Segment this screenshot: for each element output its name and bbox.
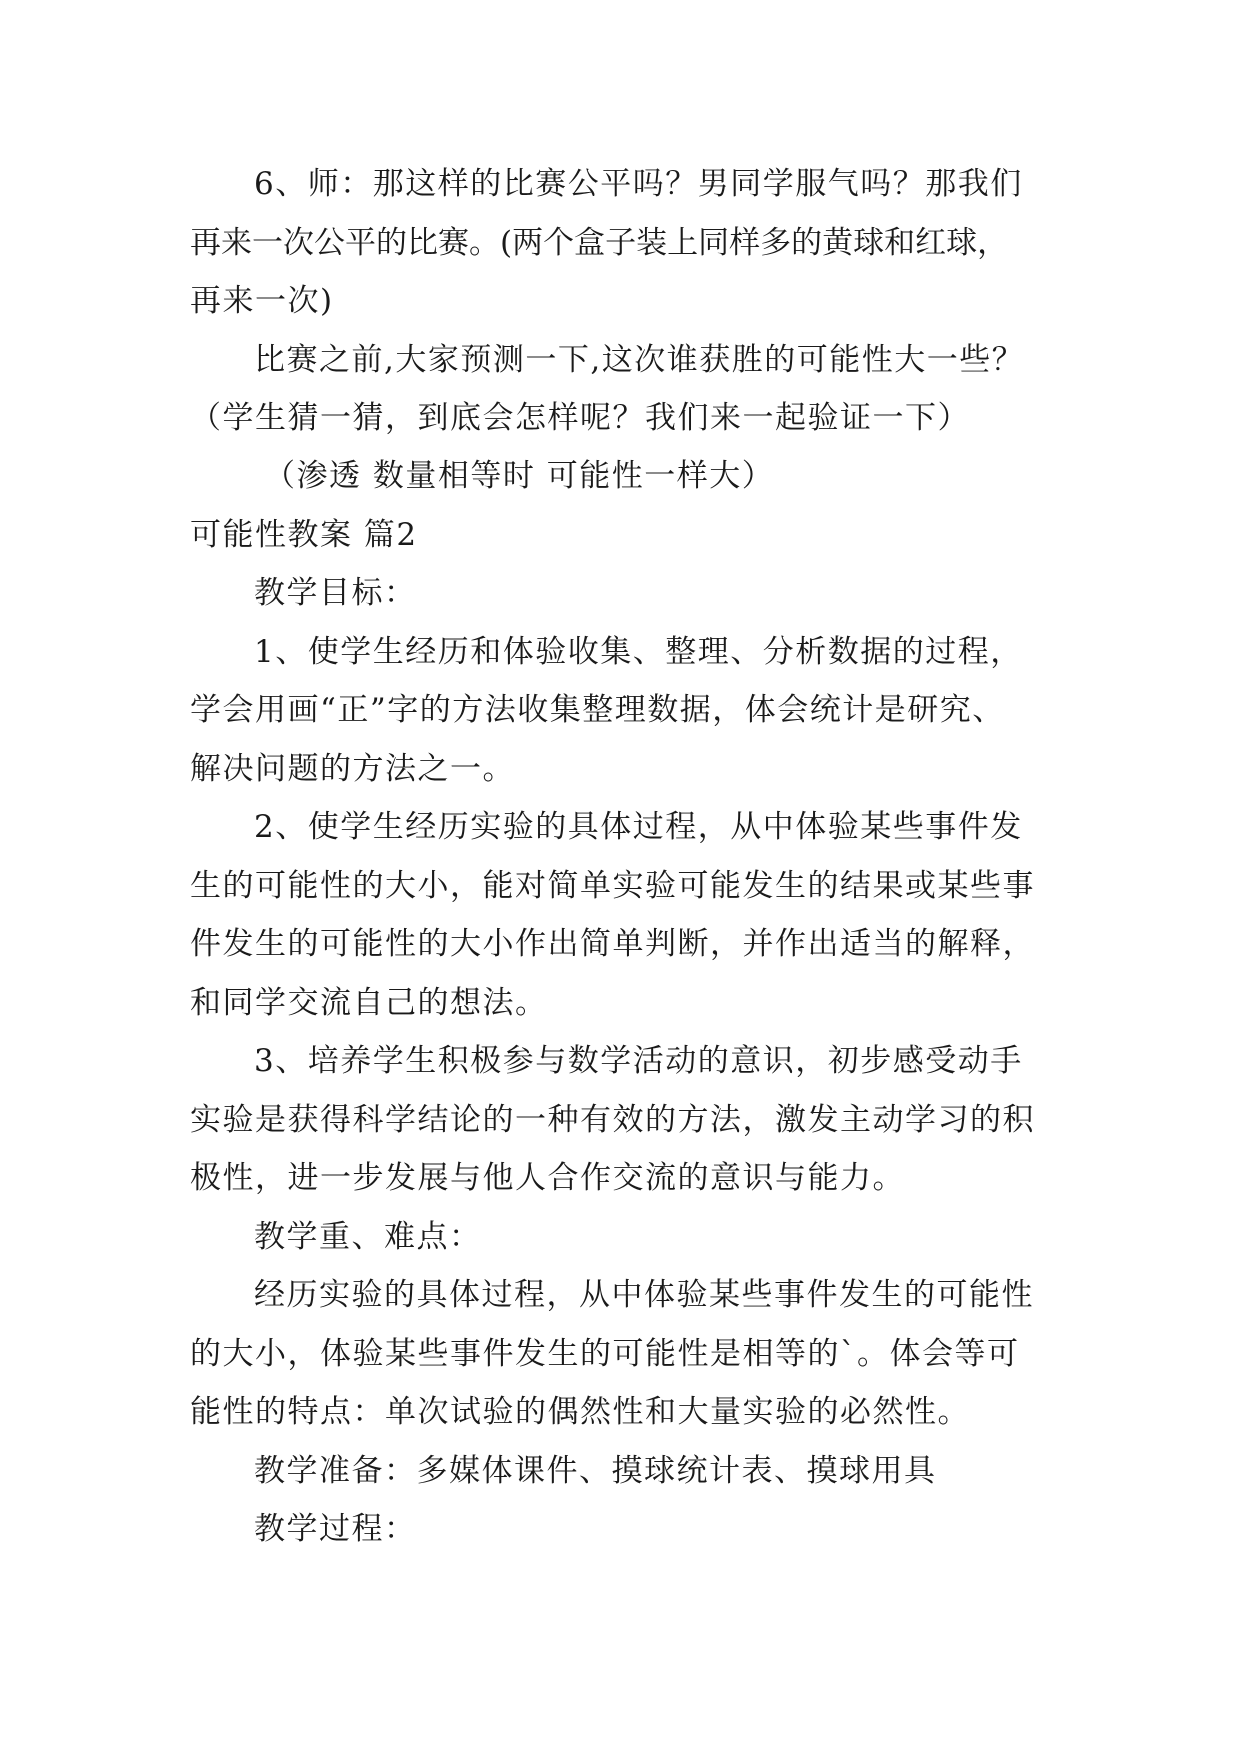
text-line: 学会用画“正”字的方法收集整理数据，体会统计是研究、 [190, 692, 1005, 728]
section-heading: 可能性教案 篇2 [190, 517, 418, 553]
text-line: 教学目标： [254, 575, 417, 611]
text-line: 生的可能性的大小，能对简单实验可能发生的结果或某些事 [190, 868, 1035, 904]
text-line: （学生猜一猜，到底会怎样呢？我们来一起验证一下） [190, 400, 970, 436]
text-line: 教学重、难点： [254, 1219, 482, 1255]
text-line: 2、使学生经历实验的具体过程，从中体验某些事件发 [254, 809, 1023, 845]
text-line: 件发生的可能性的大小作出简单判断，并作出适当的解释， [190, 926, 1035, 962]
text-line: 3、培养学生积极参与数学活动的意识，初步感受动手 [254, 1043, 1023, 1079]
text-line: 1、使学生经历和体验收集、整理、分析数据的过程， [254, 634, 1023, 670]
text-line: （渗透 数量相等时 可能性一样大） [264, 458, 775, 494]
text-line: 经历实验的具体过程，从中体验某些事件发生的可能性 [254, 1277, 1034, 1313]
text-line: 教学过程： [254, 1511, 417, 1547]
text-line: 能性的特点：单次试验的偶然性和大量实验的必然性。 [190, 1394, 970, 1430]
text-line: 解决问题的方法之一。 [190, 751, 515, 787]
text-line: 的大小，体验某些事件发生的可能性是相等的`。体会等可 [190, 1336, 1020, 1372]
text-line: 和同学交流自己的想法。 [190, 985, 548, 1021]
text-line: 比赛之前,大家预测一下,这次谁获胜的可能性大一些？ [254, 342, 1025, 378]
text-line: 极性，进一步发展与他人合作交流的意识与能力。 [190, 1160, 905, 1196]
text-line: 再来一次公平的比赛。(两个盒子装上同样多的黄球和红球， [190, 225, 1009, 261]
text-line: 实验是获得科学结论的一种有效的方法，激发主动学习的积 [190, 1102, 1035, 1138]
text-line: 教学准备：多媒体课件、摸球统计表、摸球用具 [254, 1453, 937, 1489]
text-line: 再来一次) [190, 283, 334, 319]
text-line: 6、师：那这样的比赛公平吗？男同学服气吗？那我们 [254, 166, 1023, 202]
